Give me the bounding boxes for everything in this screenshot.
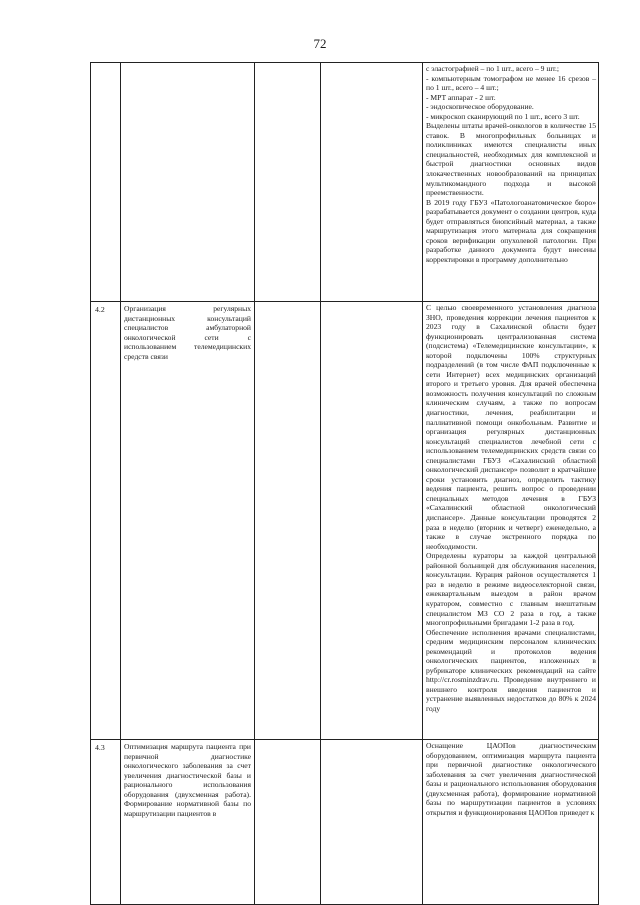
table-row: [91, 740, 599, 905]
table-row: [91, 302, 599, 740]
page-number: 72: [313, 36, 327, 51]
paragraph: - МРТ аппарат - 2 шт.: [426, 92, 496, 102]
paragraph: С целью своевременного установления диагноза ЗНО, проведения коррекции лечения пациентов к 2023 году в Сахалинской области будет функционировать централизованная система (подсистема) «Телемедицинские консультации», к которой подключены 100% структурных подразделений (в том числе ФАП подключенные к сети Интернет) всех медицинских организаций второго и третьего уровня. Для врачей обеспечена возможность получения консультаций по сложным клиническим случаям, а также по вопросам диагностики, лечения, реабилитации и паллиативной помощи онкобольным. Развитие и организация регулярных дистанционных консультаций специалистов лечебной сети с использованием телемедицинских средств связи со специалистами ГБУЗ «Сахалинский областной онкологический диспансер» позволит в кратчайшие сроки установить диагноз, определить тактику ведения пациента, решить вопрос о проведении специальных методов лечения в ГБУЗ «Сахалинский областной онкологический диспансер». Данные консультации проводятся 2 раза в неделю (вторник и четверг) еженедельно, а также в случае экстренного порядка по необходимости.: [426, 303, 596, 551]
paragraph: - микроскоп сканирующий по 1 шт., всего 3 шт.: [426, 111, 580, 121]
description-cell: [423, 302, 599, 740]
paragraph: Определены кураторы за каждой центральной районной больницей для обслуживания населения, консультации. Курация районов осуществляется 1 раз в неделю в режиме видеоселекторной связи, ежеквартальным выездом в район врачом куратором, совместно с главным внештатным специалистом МЗ СО 2 раза в год, а также многопрофильными бригадами 1-2 раза в год.: [426, 551, 596, 628]
paragraph: с эластографией – по 1 шт., всего – 9 шт.;: [426, 64, 559, 73]
paragraph: Оснащение ЦАОПов диагностическим оборудованием, оптимизация маршрута пациента при первичной диагностике онкологического заболевания за счет увеличения диагностической базы и рационального использования оборудования (двухсменная работа), формирование нормативной базы по маршрутизации пациентов в условиях открытия и функционирования ЦАОПов приведет к: [426, 741, 596, 817]
paragraph: - эндоскопическое оборудование.: [426, 102, 534, 112]
empty-cell: [255, 302, 321, 740]
paragraph: - компьютерным томографом не менее 16 срезов – по 1 шт., всего – 4 шт.;: [426, 73, 596, 93]
description-cell: [423, 63, 599, 302]
row-number-cell: 4.3: [91, 740, 121, 905]
empty-cell: [255, 63, 321, 302]
event-name-cell: [121, 63, 255, 302]
empty-cell: [321, 740, 423, 905]
plan-table: [90, 62, 599, 905]
description-cell: [423, 740, 599, 905]
paragraph: Обеспечение исполнения врачами специалистами, средним медицинским персоналом клинических рекомендаций и протоколов ведения онкологических пациентов, изложенных в рубрикаторе клинических рекомендаций на сайте http://cr.rosminzdrav.ru. Проведение внутреннего и внешнего контроля введения пациентов и устранение выявленных недостатков до 80% к 2024 году: [426, 627, 596, 713]
row-number-cell: 4.2: [91, 302, 121, 740]
event-name-cell: Организация регулярных дистанционных консультаций специалистов амбулаторной онкологической сети с использованием телемедицинских средств связи: [121, 302, 255, 740]
paragraph: Выделены штаты врачей-онкологов в количестве 15 ставок. В многопрофильных больницах и поликлиниках имеются специалисты иных специальностей, необходимых для комплексной и быстрой диагностики основных видов злокачественных новообразований на принципах мультикомандного подхода и высокой преемственности.: [426, 121, 596, 198]
paragraph: В 2019 году ГБУЗ «Патологоанатомическое бюро» разрабатывается документ о создании центров, куда будет отправляться биопсийный материал, а также маршрутизация этого материала для сокращения сроков верификации опухолевой патологии. При разработке данного документа будут внесены корректировки в программу дополнительно: [426, 197, 596, 264]
empty-cell: [255, 740, 321, 905]
event-name-cell: Оптимизация маршрута пациента при первичной диагностике онкологического заболевания за счет увеличения диагностической базы и рационального использования оборудования (двухсменная работа). Формирование нормативной базы по маршрутизации пациентов в: [121, 740, 255, 905]
empty-cell: [321, 63, 423, 302]
table-row: [91, 63, 599, 302]
empty-cell: [321, 302, 423, 740]
row-number-cell: [91, 63, 121, 302]
